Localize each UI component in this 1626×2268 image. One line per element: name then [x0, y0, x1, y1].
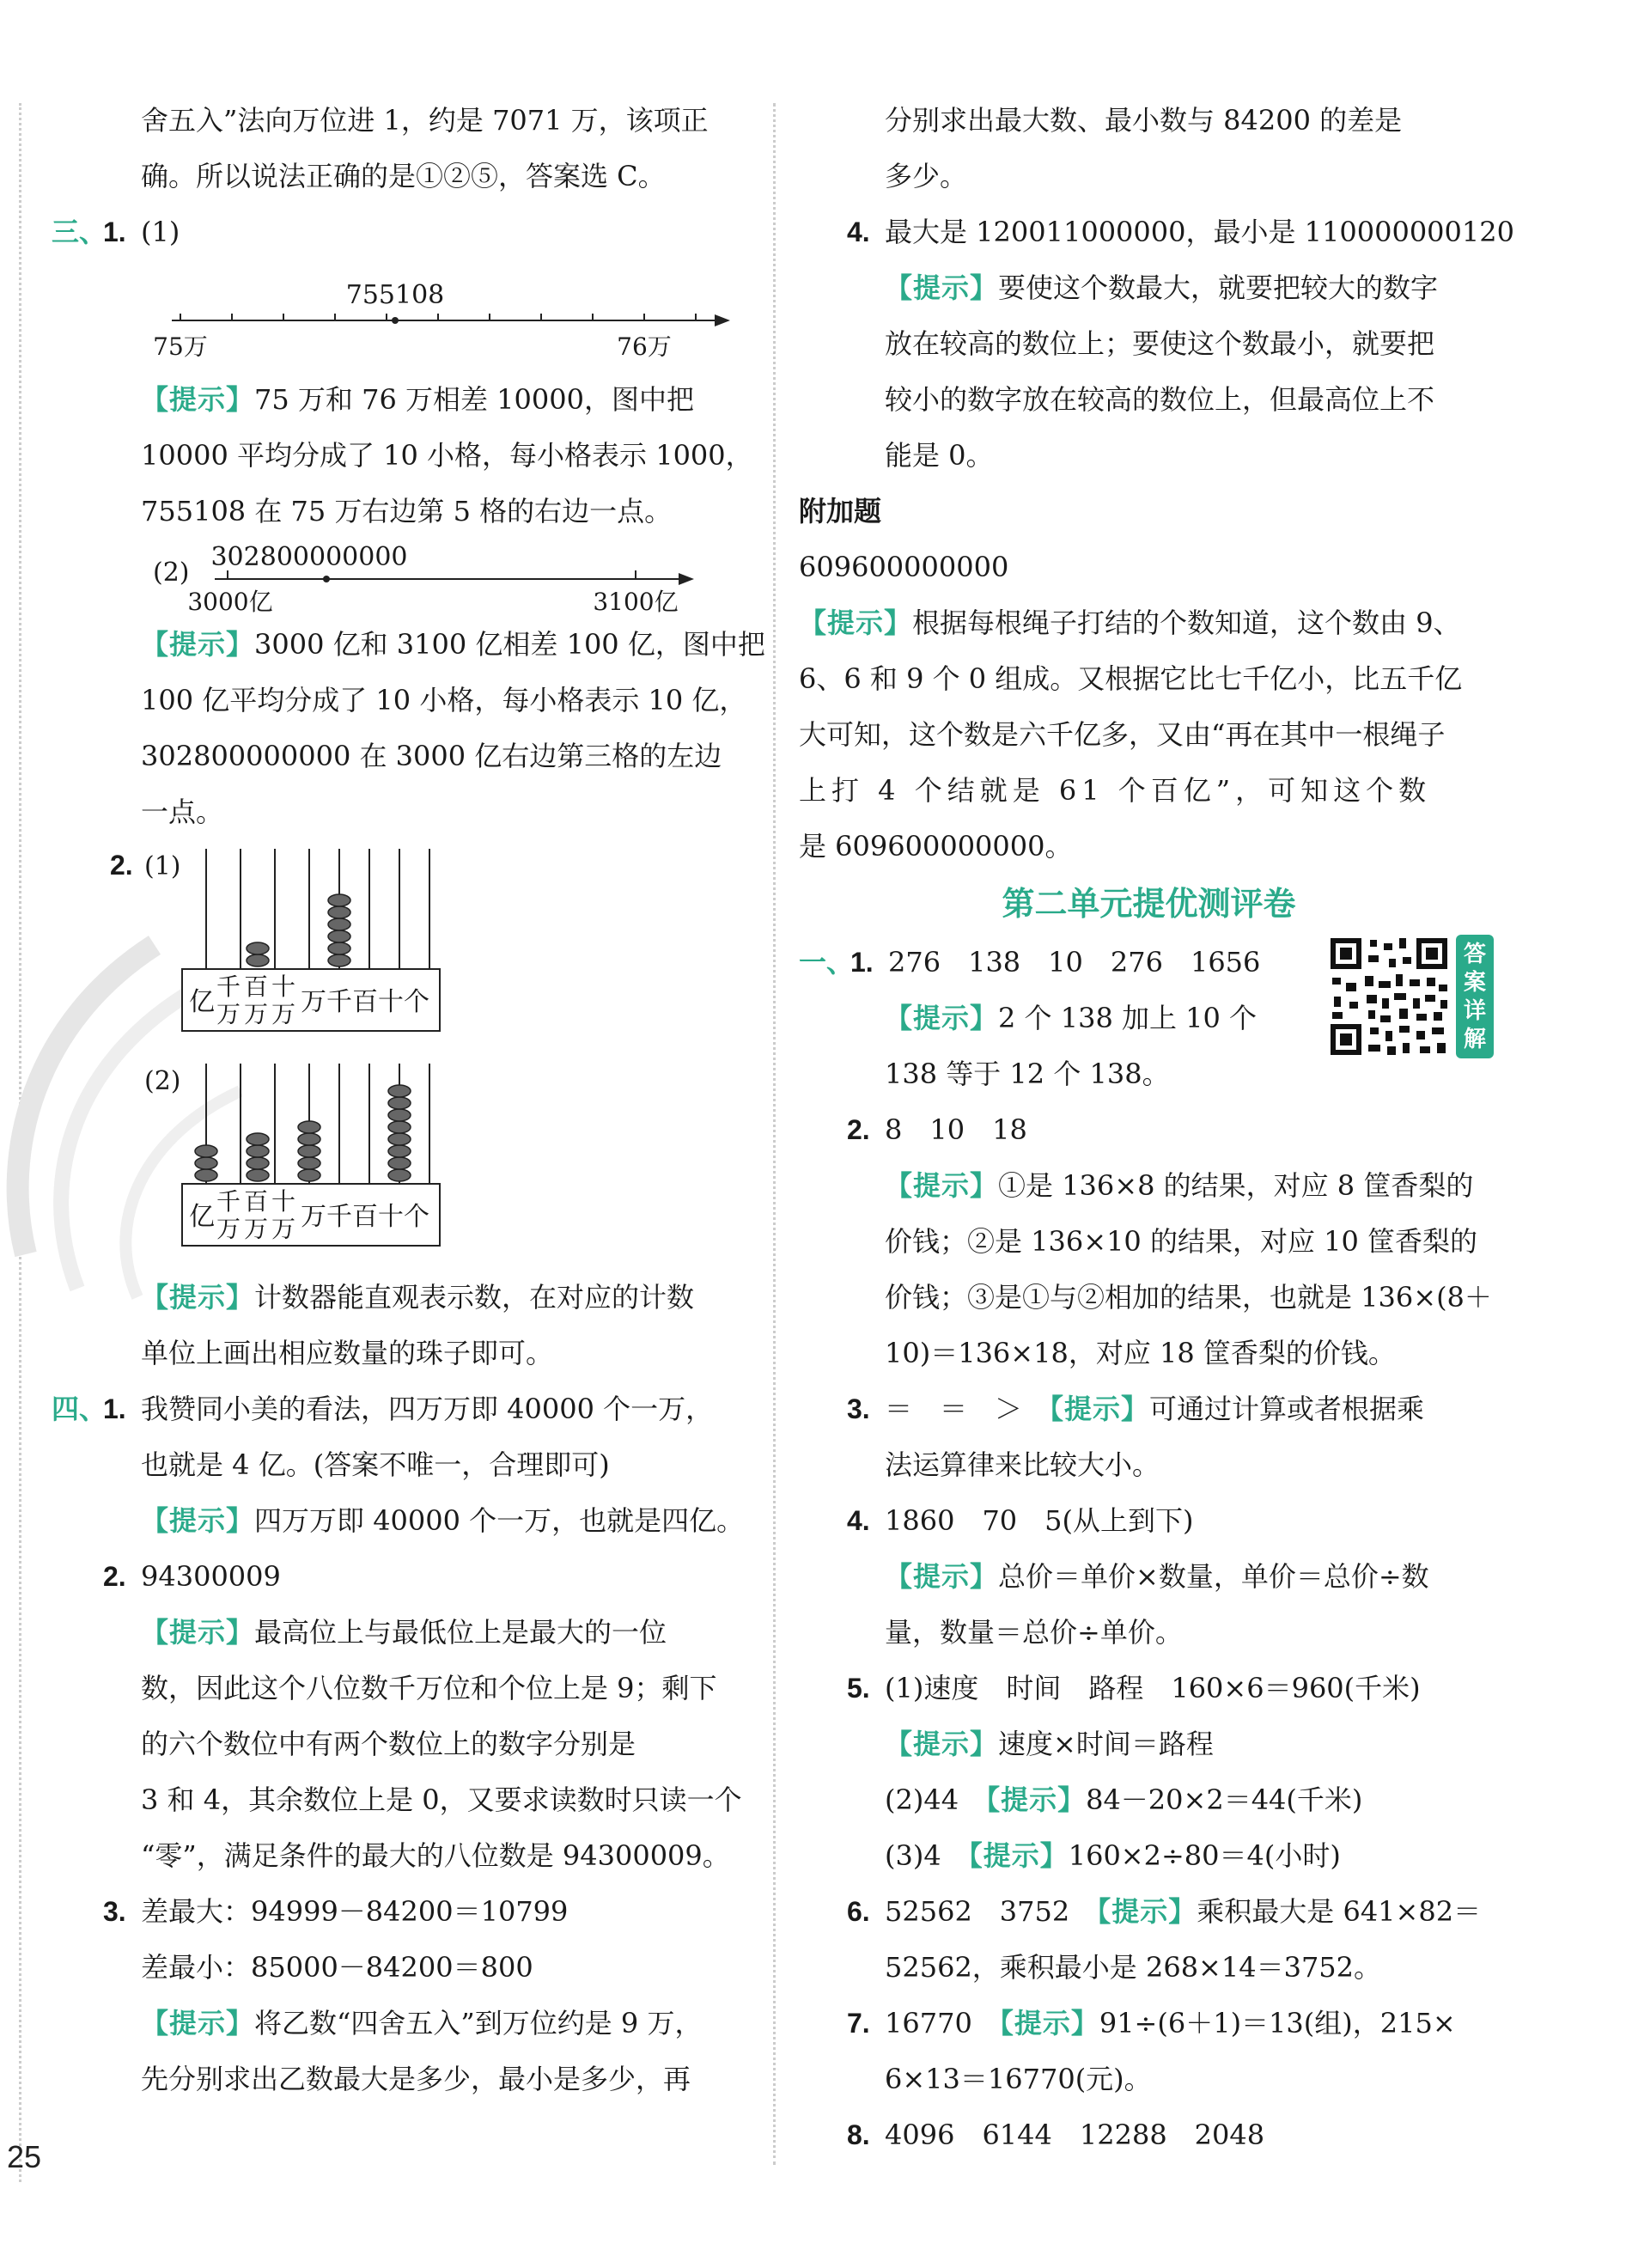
- abacus-figure-1: [52, 840, 746, 1055]
- question-heading: [52, 204, 746, 260]
- number-line-point: [392, 317, 399, 324]
- hint-text: 可通过计算或者根据乘: [1149, 1393, 1425, 1425]
- svg-text:亿: 亿: [189, 1202, 215, 1232]
- hint-text: 84－20×2＝44(千米): [1086, 1783, 1363, 1816]
- hint-text: 乘积最大是 641×82＝: [1197, 1895, 1482, 1928]
- hint-line: 6×13＝16770(元)。: [885, 2063, 1152, 2095]
- hint-line: 先分别求出乙数最大是多少，最小是多少，再: [141, 2063, 691, 2095]
- answer-text: 16770: [885, 2007, 972, 2039]
- question-number: 3.: [103, 1896, 126, 1927]
- hint-line: [52, 617, 765, 673]
- qr-label: [1456, 940, 1494, 1053]
- hint-label: 【提示】: [141, 1505, 255, 1536]
- question-number: 1.: [103, 216, 126, 247]
- hint-label: 【提示】: [1050, 1393, 1150, 1424]
- hint-line: 量，数量＝总价÷单价。: [885, 1616, 1183, 1649]
- svg-text:亿: 亿: [189, 987, 215, 1017]
- answer-text: ＝ ＝ ＞: [885, 1393, 1023, 1425]
- answer-text: 52562 3752: [885, 1895, 1070, 1928]
- hint-line: 的六个数位中有两个数位上的数字分别是: [141, 1728, 636, 1760]
- answer-line: 也就是 4 亿。(答案不唯一，合理即可): [141, 1448, 610, 1481]
- hint-line: 3 和 4，其余数位上是 0，又要求读数时只读一个: [141, 1783, 742, 1816]
- answer-text: 276 138 10 276 1656: [888, 946, 1261, 979]
- hint-label: 【提示】: [885, 1561, 999, 1592]
- answer-text: (2)44: [885, 1783, 959, 1816]
- hint-label: 【提示】: [1097, 1896, 1197, 1927]
- question-number: 7.: [847, 2008, 870, 2039]
- extra-question-title: 附加题: [799, 496, 882, 527]
- hint-label: 【提示】: [141, 2008, 255, 2039]
- hint-text: 160×2÷80＝4(小时): [1068, 1839, 1341, 1872]
- hint-line: 138 等于 12 个 138。: [885, 1058, 1170, 1090]
- question-number: 4.: [847, 1505, 870, 1536]
- hint-label: 【提示】: [799, 607, 913, 638]
- hint-line: [52, 1270, 746, 1326]
- hint-line: [52, 1605, 746, 1661]
- answer-text: 94300009: [141, 1560, 281, 1593]
- hint-line: 755108 在 75 万右边第 5 格的右边一点。: [141, 495, 673, 527]
- column-divider: [773, 103, 776, 2165]
- hint-text: 将乙数“四舍五入”到万位约是 9 万，: [254, 2007, 703, 2039]
- number-line-value-label: 755108: [345, 280, 445, 310]
- answer-line: 差最小：85000－84200＝800: [141, 1951, 533, 1984]
- qr-label-char: 解: [1463, 1026, 1486, 1052]
- svg-text:百: 百: [244, 972, 269, 1001]
- hint-text: 总价＝单价×数量，单价＝总价÷数: [998, 1560, 1429, 1593]
- sub-question: (1): [144, 851, 181, 881]
- answer-line: [799, 1772, 1499, 1828]
- question-number: 1.: [103, 1393, 126, 1424]
- right-column: [799, 93, 1514, 2163]
- hint-label: 【提示】: [141, 384, 255, 415]
- answer-line: [52, 1549, 746, 1605]
- hint-line: [799, 260, 1499, 316]
- hint-line: 多少。: [885, 160, 968, 192]
- hint-text: 四万万即 40000 个一万，也就是四亿。: [254, 1504, 745, 1537]
- hint-text: 91÷(6＋1)＝13(组)，215×: [1099, 2007, 1456, 2039]
- answer-text: 4096 6144 12288 2048: [885, 2119, 1265, 2151]
- hint-label: 【提示】: [986, 1784, 1087, 1815]
- section-number: 一、: [799, 947, 855, 978]
- answer-text: 差最大：94999－84200＝10799: [141, 1895, 569, 1928]
- number-line-right-label: 3100亿: [593, 588, 679, 616]
- hint-label: 【提示】: [885, 272, 999, 303]
- svg-text:万: 万: [216, 1215, 241, 1243]
- hint-label: 【提示】: [885, 1728, 999, 1759]
- hint-line: [52, 1493, 746, 1549]
- svg-text:万: 万: [271, 1215, 296, 1243]
- question-number: 6.: [847, 1896, 870, 1927]
- hint-text: 2 个 138 加上 10 个: [998, 1002, 1258, 1034]
- section-number: 三、: [52, 216, 107, 247]
- hint-line: 较小的数字放在较高的数位上，但最高位上不: [885, 383, 1435, 416]
- answer-text: 8 10 18: [885, 1113, 1027, 1146]
- answer-line: [52, 1884, 746, 1940]
- question-number: 8.: [847, 2119, 870, 2150]
- answer-line: [799, 1828, 1499, 1884]
- answer-line: [799, 1661, 1499, 1716]
- answer-line: [799, 1102, 1499, 1158]
- hint-line: 能是 0。: [885, 439, 994, 472]
- hint-text: 最高位上与最低位上是最大的一位: [254, 1616, 667, 1649]
- question-number: 5.: [847, 1673, 870, 1704]
- sub-question: (2): [144, 1066, 181, 1096]
- hint-line: “零”，满足条件的最大的八位数是 94300009。: [141, 1839, 730, 1872]
- svg-text:万: 万: [271, 1000, 296, 1028]
- unit-two-block: [799, 935, 1499, 1102]
- question-number: 1.: [850, 947, 874, 978]
- hint-label: 【提示】: [141, 629, 255, 660]
- svg-text:万千百十个: 万千百十个: [301, 987, 429, 1017]
- number-line-2: [52, 540, 746, 617]
- hint-line: [799, 1716, 1499, 1772]
- hint-text: ①是 136×8 的结果，对应 8 筐香梨的: [998, 1169, 1474, 1202]
- number-line-1: [52, 260, 746, 372]
- question-number: 4.: [847, 216, 870, 247]
- hint-label: 【提示】: [885, 1170, 999, 1201]
- hint-text: 要使这个数最大，就要把较大的数字: [998, 271, 1439, 304]
- hint-line: [799, 1549, 1499, 1605]
- hint-text: 计数器能直观表示数，在对应的计数: [254, 1281, 695, 1314]
- hint-line: 单位上画出相应数量的珠子即可。: [141, 1337, 554, 1369]
- question-number: 2.: [110, 850, 133, 881]
- qr-label-char: 详: [1463, 997, 1486, 1023]
- hint-line: 10)＝136×18，对应 18 筐香梨的价钱。: [885, 1337, 1396, 1369]
- svg-text:万千百十个: 万千百十个: [301, 1202, 429, 1232]
- number-line-left-label: 3000亿: [187, 588, 273, 616]
- hint-line: 分别求出最大数、最小数与 84200 的差是: [885, 104, 1403, 137]
- hint-label: 【提示】: [885, 1003, 999, 1033]
- hint-line: 6、6 和 9 个 0 组成。又根据它比七千亿小，比五千亿: [799, 662, 1463, 695]
- answer-line: 609600000000: [799, 551, 1009, 583]
- hint-line: 10000 平均分成了 10 小格，每小格表示 1000，: [141, 439, 753, 472]
- svg-text:百: 百: [244, 1187, 269, 1216]
- hint-text: 75 万和 76 万相差 10000，图中把: [254, 383, 694, 416]
- answer-text: (1)速度 时间 路程 160×6＝960(千米): [885, 1672, 1421, 1704]
- text-line: 舍五入”法向万位进 1，约是 7071 万，该项正: [141, 104, 709, 137]
- answer-line: [799, 1884, 1499, 1940]
- hint-line: 法运算律来比较大小。: [885, 1448, 1160, 1481]
- hint-text: 3000 亿和 3100 亿相差 100 亿，图中把: [254, 628, 765, 661]
- sub-question: (1): [141, 216, 180, 248]
- hint-line: [52, 372, 746, 428]
- answer-text: 最大是 120011000000，最小是 110000000120: [885, 216, 1514, 248]
- hint-text: 根据每根绳子打结的个数知道，这个数由 9、: [912, 607, 1461, 639]
- text-line: 确。所以说法正确的是①②⑤，答案选 C。: [141, 160, 666, 192]
- svg-text:万: 万: [244, 1215, 269, 1243]
- number-line-point: [323, 576, 330, 582]
- question-number: 2.: [847, 1114, 870, 1145]
- hint-line: 是 609600000000。: [799, 830, 1073, 863]
- hint-line: [52, 1996, 746, 2052]
- hint-line: [799, 595, 1499, 651]
- number-line-value-label: 302800000000: [210, 542, 408, 572]
- hint-line: 302800000000 在 3000 亿右边第三格的左边: [141, 740, 722, 772]
- answer-line: [52, 1381, 746, 1437]
- answer-line: [799, 204, 1514, 260]
- number-line-left-label: 75万: [153, 332, 208, 361]
- svg-text:万: 万: [244, 1000, 269, 1028]
- qr-label-char: 答: [1463, 941, 1486, 966]
- svg-text:万: 万: [216, 1000, 241, 1028]
- hint-line: 价钱；②是 136×10 的结果，对应 10 筐香梨的: [885, 1225, 1478, 1258]
- hint-line: [799, 1158, 1499, 1214]
- question-number: 2.: [103, 1561, 126, 1592]
- qr-label-char: 案: [1463, 969, 1486, 995]
- number-line-right-label: 76万: [617, 332, 672, 361]
- hint-label: 【提示】: [968, 1840, 1069, 1871]
- hint-line: 100 亿平均分成了 10 小格，每小格表示 10 亿，: [141, 684, 747, 716]
- abacus-figure-2: [52, 1055, 746, 1270]
- hint-line: 一点。: [141, 796, 224, 828]
- hint-line: 上打 4 个结就是 61 个百亿”，可知这个数: [799, 774, 1432, 807]
- answer-text: (3)4: [885, 1839, 941, 1872]
- hint-label: 【提示】: [141, 1617, 255, 1648]
- answer-line: [799, 2107, 1499, 2163]
- answer-text: 1860 70 5(从上到下): [885, 1504, 1194, 1537]
- section-number: 四、: [52, 1393, 107, 1424]
- sub-question: (2): [153, 558, 190, 588]
- answer-line: [799, 1996, 1499, 2052]
- svg-text:千: 千: [216, 1187, 241, 1216]
- hint-label: 【提示】: [999, 2008, 1099, 2039]
- hint-text: 速度×时间＝路程: [998, 1728, 1214, 1760]
- svg-text:十: 十: [271, 1187, 296, 1216]
- question-number: 3.: [847, 1393, 870, 1424]
- hint-line: 52562，乘积最小是 268×14＝3752。: [885, 1951, 1382, 1984]
- answer-line: [799, 1381, 1499, 1437]
- hint-line: 数，因此这个八位数千万位和个位上是 9；剩下: [141, 1672, 717, 1704]
- left-column: [52, 93, 765, 2107]
- hint-line: 放在较高的数位上；要使这个数最小，就要把: [885, 327, 1435, 360]
- svg-text:千: 千: [216, 972, 241, 1001]
- unit-title: 第二单元提优测评卷: [1002, 887, 1296, 923]
- hint-label: 【提示】: [141, 1282, 255, 1313]
- svg-text:十: 十: [271, 972, 296, 1001]
- answer-line: [799, 1493, 1499, 1549]
- page-number: 25: [7, 2139, 42, 2174]
- hint-line: 价钱；③是①与②相加的结果，也就是 136×(8＋: [885, 1281, 1492, 1314]
- hint-line: 大可知，这个数是六千亿多，又由“再在其中一根绳子: [799, 718, 1446, 751]
- answer-text: 我赞同小美的看法，四万万即 40000 个一万，: [141, 1393, 714, 1425]
